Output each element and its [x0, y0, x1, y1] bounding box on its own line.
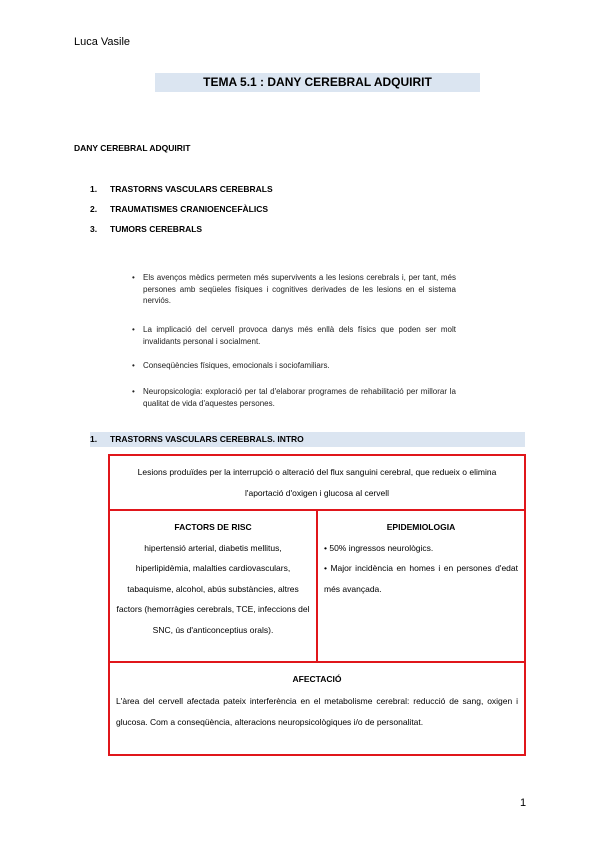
bullet-item: • Els avenços mèdics permeten més supervivents a les lesions cerebrals i, per tant, més persones amb seqüeles físiques i cognitives derivades de les lesions en el sistema nerviós. — [131, 272, 456, 324]
epidemiology-title: EPIDEMIOLOGIA — [386, 522, 456, 532]
risk-factors-title: FACTORS DE RISC — [174, 522, 252, 532]
bullet-item: • Conseqüències físiques, emocionals i sociofamiliars. — [131, 360, 456, 386]
epidemiology-item: • 50% ingressos neurològics. — [324, 542, 434, 553]
risk-factors-text: hipertensió arterial, diabetis mellitus, hiperlipidèmia, malalties cardiovasculars, tabaquisme, alcohol, abús substàncies, altres factors (hemorràgies cerebrals, TCE, infeccions del SNC, ús d'anticonceptius orals). — [116, 542, 310, 635]
affect-title: AFECTACIÓ — [292, 674, 342, 684]
info-table — [108, 454, 526, 756]
toc-item — [90, 203, 273, 223]
header-author: Luca Vasile — [74, 36, 131, 48]
bullet-list — [131, 272, 456, 409]
risk-factors-cell — [110, 511, 318, 661]
bullet-item: • Neuropsicologia: exploració per tal d'elaborar programes de rehabilitació per millorar la qualitat de vida d'aquestes persones. — [131, 386, 456, 409]
toc-number: 2. — [90, 204, 98, 214]
intro-heading — [90, 432, 525, 447]
bullet-item: • La implicació del cervell provoca danys més enllà dels físics que poden ser molt invalidants personal i socialment. — [131, 324, 456, 360]
toc-label: TRAUMATISMES CRANIOENCEFÀLICS — [110, 204, 269, 214]
affect-text: L'àrea del cervell afectada pateix interferència en el metabolisme cerebral: reducció de sang, oxigen i glucosa. Com a conseqüència, alteracions neuropsicològiques i/o de personalitat. — [116, 695, 518, 727]
affect-cell — [110, 661, 524, 754]
intro-label: TRASTORNS VASCULARS CEREBRALS. INTRO — [110, 434, 304, 444]
toc-item — [90, 183, 273, 203]
toc-number: 1. — [90, 184, 98, 194]
definition-cell: Lesions produïdes per la interrupció o alteració del flux sanguini cerebral, que redueix o elimina l'aportació d'oxigen i glucosa al cervell — [110, 456, 524, 511]
toc-item — [90, 223, 273, 243]
page-title: TEMA 5.1 : DANY CEREBRAL ADQUIRIT — [155, 73, 480, 92]
toc-label: TRASTORNS VASCULARS CEREBRALS — [110, 184, 273, 194]
epidemiology-item: • Major incidència en homes i en persones d'edat més avançada. — [324, 563, 518, 594]
toc-label: TUMORS CEREBRALS — [110, 224, 203, 234]
section-heading: DANY CEREBRAL ADQUIRIT — [74, 143, 191, 153]
epidemiology-cell — [318, 511, 524, 661]
page-number: 1 — [520, 797, 527, 809]
toc-number: 3. — [90, 224, 98, 234]
intro-number: 1. — [90, 434, 98, 444]
table-of-contents — [90, 183, 273, 243]
